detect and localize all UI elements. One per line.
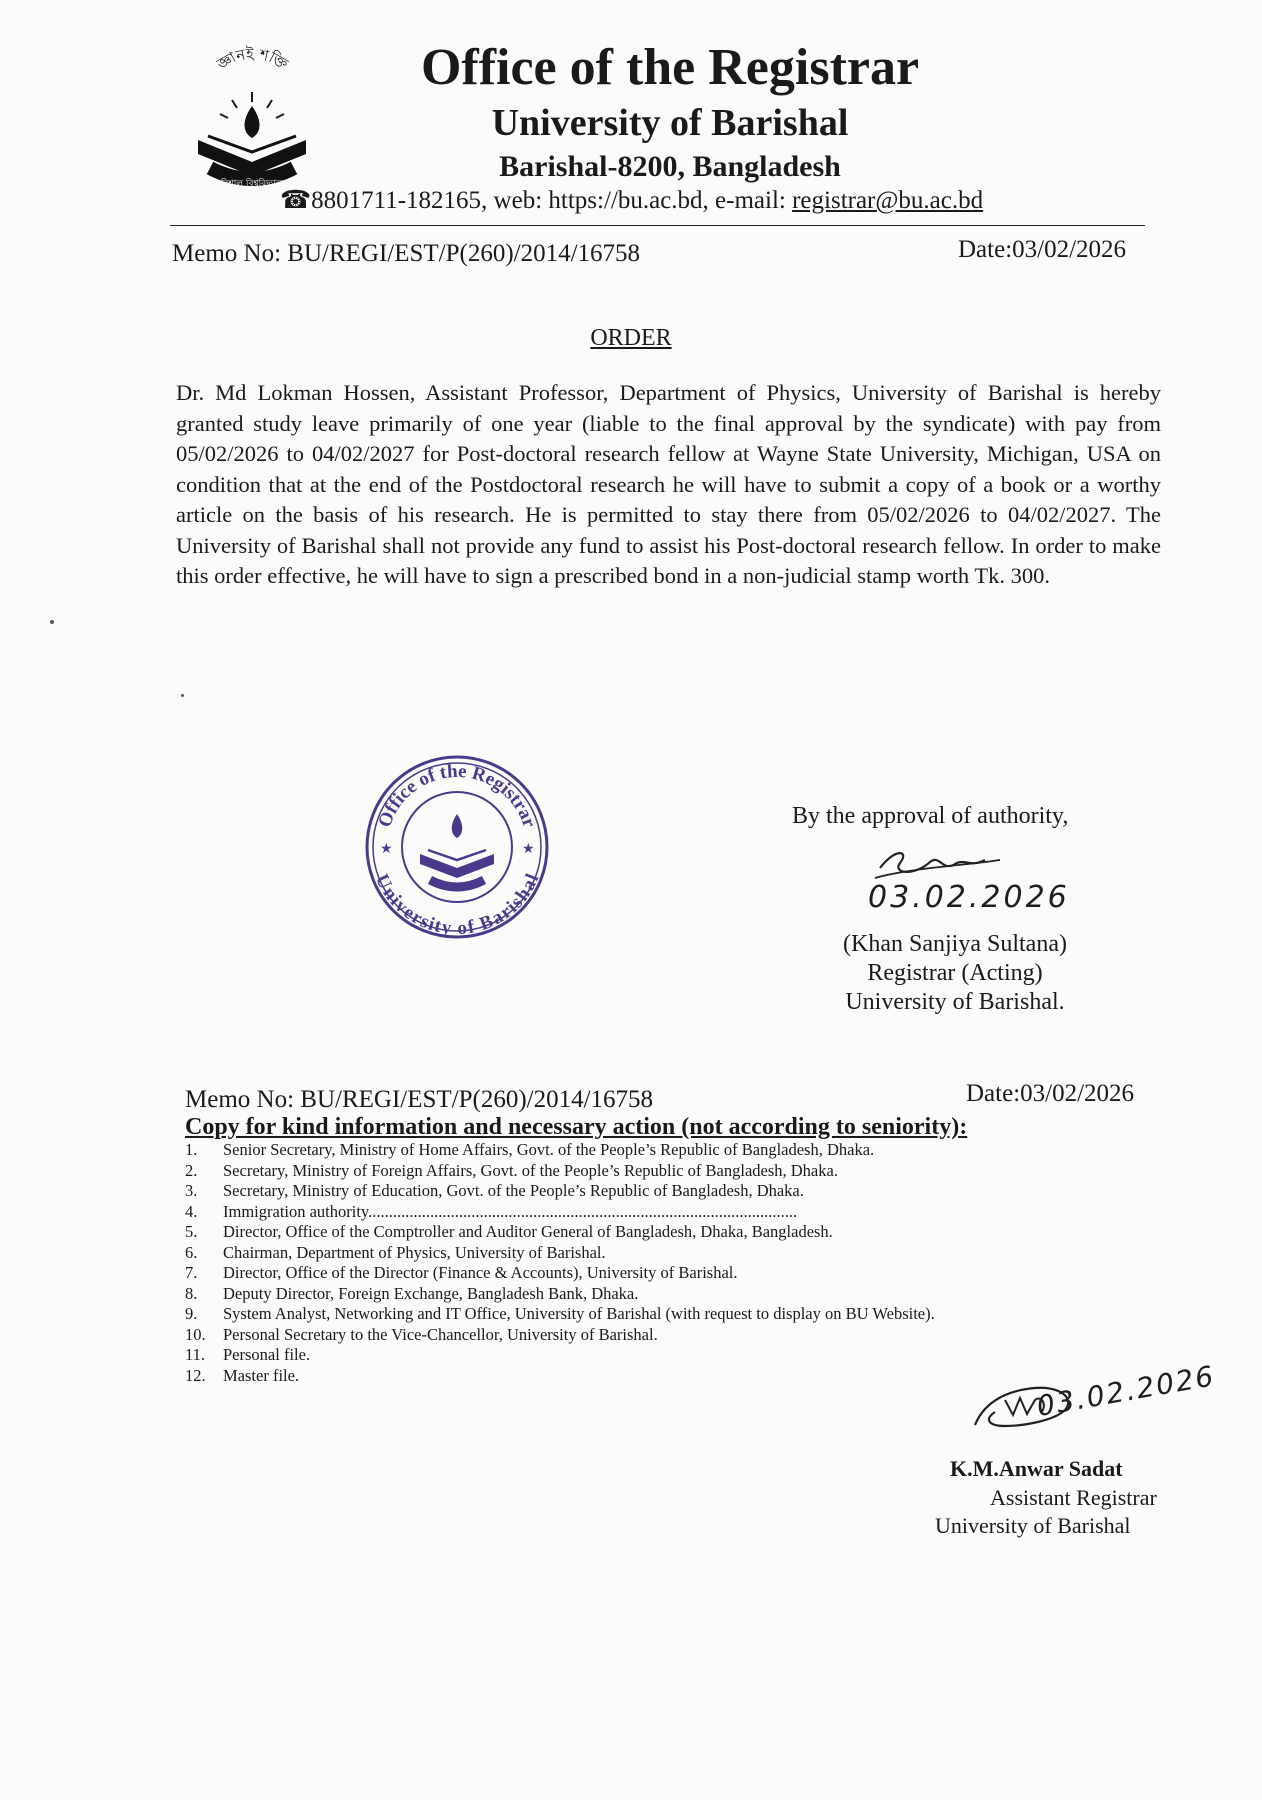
list-item: 11. Personal file. — [185, 1345, 311, 1364]
registrar-signature-date: 03.02.2026 — [868, 880, 1070, 915]
assistant-registrar-signature-date: 03.02.2026 — [1034, 1359, 1218, 1423]
memo-number: Memo No: BU/REGI/EST/P(260)/2014/16758 — [172, 240, 641, 267]
registrar-signature-block — [800, 930, 1110, 1017]
copy-recipient-list — [185, 1140, 935, 1386]
copy-memo-number: Memo No: BU/REGI/EST/P(260)/2014/16758 — [185, 1086, 654, 1113]
seal-ring-bottom: University of Barishal — [370, 871, 544, 940]
header-divider — [170, 225, 1145, 226]
office-title: Office of the Registrar — [420, 39, 920, 96]
assistant-registrar-name: K.M.Anwar Sadat — [950, 1456, 1123, 1481]
svg-text:বরিশাল বিশ্ববিদ্যালয়: বরিশাল বিশ্ববিদ্যালয় — [215, 179, 289, 189]
list-item: 9. System Analyst, Networking and IT Office, University of Barishal (with request to display on BU Website). — [185, 1304, 935, 1323]
list-item: 12. Master file. — [185, 1365, 300, 1385]
list-item: 3. Secretary, Ministry of Education, Govt. of the People’s Republic of Bangladesh, Dhaka. — [185, 1181, 804, 1200]
scan-speck — [181, 694, 184, 697]
svg-text:★: ★ — [522, 842, 535, 857]
svg-text:★: ★ — [380, 842, 393, 857]
list-item: 10. Personal Secretary to the Vice-Chancellor, University of Barishal. — [185, 1324, 658, 1344]
contact-details: ☎8801711-182165, web: https://bu.ac.bd, e-mail: — [280, 187, 793, 214]
assistant-registrar-title: Assistant Registrar — [990, 1485, 1157, 1510]
seal-ring-top: Office of the Registrar — [374, 760, 540, 831]
registrar-seal — [362, 752, 552, 942]
registrar-organization: University of Barishal. — [845, 989, 1065, 1015]
scan-speck — [50, 620, 54, 624]
university-logo — [180, 40, 325, 190]
contact-email-link[interactable]: registrar@bu.ac.bd — [792, 187, 984, 214]
contact-line — [280, 186, 1040, 216]
svg-text:University of Barishal — [371, 871, 544, 939]
list-item: 1. Senior Secretary, Ministry of Home Affairs, Govt. of the People’s Republic of Bangladesh, Dhaka. — [185, 1140, 875, 1159]
memo-date: Date:03/02/2026 — [958, 236, 1127, 263]
list-item: 6. Chairman, Department of Physics, University of Barishal. — [185, 1242, 606, 1262]
list-item: 4. Immigration authority........................................................................................................ — [185, 1201, 798, 1221]
approval-text: By the approval of authority, — [792, 803, 1069, 829]
copy-heading: Copy for kind information and necessary action (not according to seniority): — [185, 1114, 968, 1140]
list-item: 5. Director, Office of the Comptroller and Auditor General of Bangladesh, Dhaka, Bangladesh. — [185, 1222, 833, 1241]
svg-text:জ্ঞানই শক্তি: জ্ঞানই শক্তি — [213, 44, 292, 74]
copy-memo-date: Date:03/02/2026 — [966, 1080, 1135, 1107]
order-heading: ORDER — [590, 325, 672, 351]
university-name: University of Barishal — [491, 102, 849, 144]
list-item: 7. Director, Office of the Director (Finance & Accounts), University of Barishal. — [185, 1263, 738, 1282]
registrar-name: (Khan Sanjiya Sultana) — [843, 931, 1067, 957]
assistant-registrar-organization: University of Barishal — [935, 1513, 1131, 1538]
list-item: 8. Deputy Director, Foreign Exchange, Bangladesh Bank, Dhaka. — [185, 1283, 639, 1303]
registrar-title: Registrar (Acting) — [867, 960, 1043, 986]
list-item: 2. Secretary, Ministry of Foreign Affairs, Govt. of the People’s Republic of Bangladesh, Dhaka. — [185, 1160, 838, 1180]
order-body: Dr. Md Lokman Hossen, Assistant Professor, Department of Physics, University of Barishal is hereby granted study leave primarily of one year (liable to the final approval by the syndicate) with pay from 05/02/2026 to 04/02/2027 for Post-doctoral research fellow at Wayne State University, Michigan, USA on condition that at the end of the Postdoctoral research he will have to submit a copy of a book or a worthy article on the basis of his research. He is permitted to stay there from 05/02/2026 to 04/02/2027. The University of Barishal shall not provide any fund to assist his Post-doctoral research fellow. In order to make this order effective, he will have to sign a prescribed bond in a non-judicial stamp worth Tk. 300. — [176, 380, 1161, 588]
university-address: Barishal-8200, Bangladesh — [499, 150, 841, 183]
